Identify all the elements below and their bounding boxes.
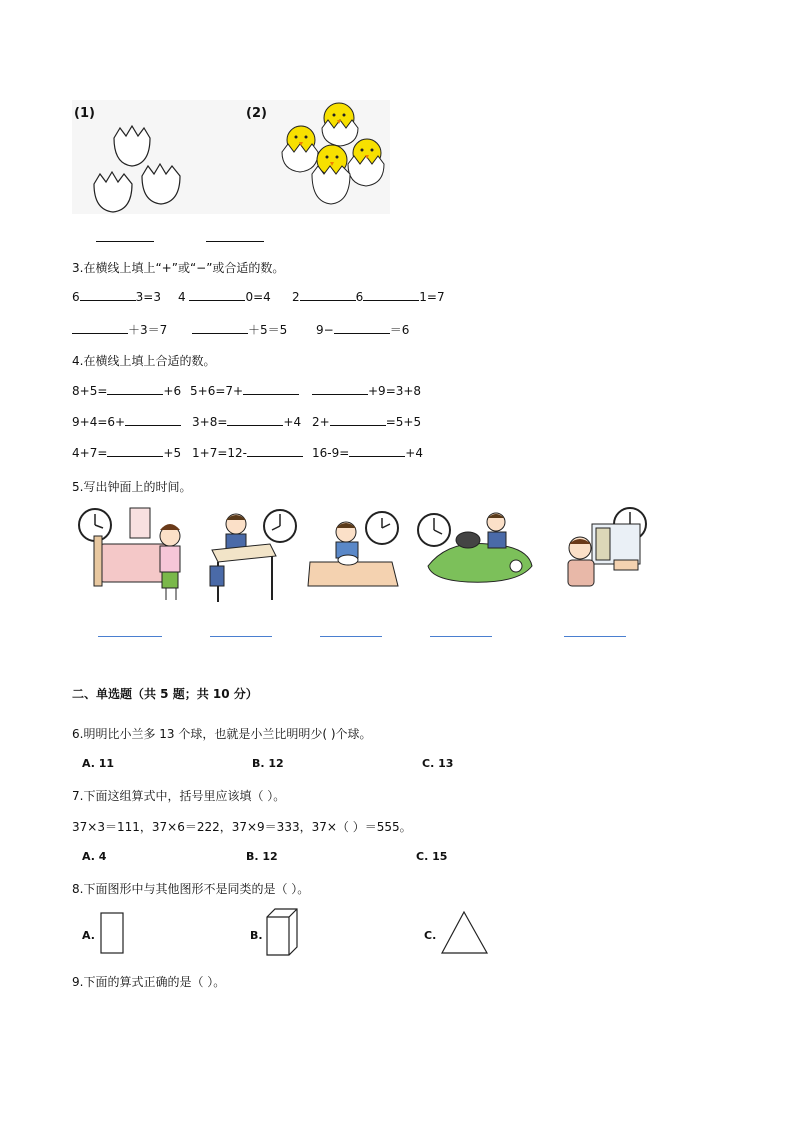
q4-text: 16-9= xyxy=(312,446,350,460)
rectangle-shape-icon xyxy=(100,912,126,956)
q3-row1-a xyxy=(72,290,161,304)
q3-text: 4 xyxy=(178,290,186,304)
eggshells-illustration xyxy=(92,126,192,216)
q4-r1-a xyxy=(72,384,181,398)
q6-option-b[interactable]: B. 12 xyxy=(252,757,284,770)
triangle-shape-icon xyxy=(440,910,490,956)
q4-text: 2+ xyxy=(312,415,330,429)
clock-scene-4 xyxy=(418,510,536,584)
q7-option-a[interactable]: A. 4 xyxy=(82,850,107,863)
q4-blank[interactable] xyxy=(243,384,299,395)
q4-blank[interactable] xyxy=(125,415,181,426)
cuboid-shape-icon xyxy=(266,908,300,958)
q8-option-b[interactable]: B. xyxy=(250,929,263,942)
q3-text: 1=7 xyxy=(419,290,445,304)
q4-text: +9=3+8 xyxy=(368,384,422,398)
q3-row2-a xyxy=(72,321,167,338)
q3-blank[interactable] xyxy=(72,323,128,334)
q8-option-c[interactable]: C. xyxy=(424,929,437,942)
q6-option-c[interactable]: C. 13 xyxy=(422,757,454,770)
time-answer-line[interactable] xyxy=(430,636,492,637)
q3-text: 0=4 xyxy=(245,290,271,304)
q4-text: 4+7= xyxy=(72,446,108,460)
q3-text: ＋5＝5 xyxy=(248,323,288,337)
q7-option-b[interactable]: B. 12 xyxy=(246,850,278,863)
figure-label-2: (2) xyxy=(246,106,267,121)
q3-text: 9− xyxy=(316,323,334,337)
q3-text: ＋3＝7 xyxy=(128,323,168,337)
q4-r3-a xyxy=(72,446,181,460)
q3-text: ＝6 xyxy=(389,323,410,337)
q5-title: 5.写出钟面上的时间。 xyxy=(72,480,192,494)
q3-text: 6 xyxy=(72,290,80,304)
time-answer-line[interactable] xyxy=(210,636,272,637)
q4-blank[interactable] xyxy=(349,446,405,457)
q3-text: 6 xyxy=(355,290,364,304)
clock-scene-2 xyxy=(206,506,302,606)
q3-blank[interactable] xyxy=(189,290,245,301)
q4-blank[interactable] xyxy=(107,446,163,457)
q4-r2-a xyxy=(72,415,181,429)
q4-r1-c xyxy=(312,384,421,398)
time-answer-line[interactable] xyxy=(98,636,162,637)
q3-blank[interactable] xyxy=(363,290,419,301)
q3-blank[interactable] xyxy=(300,290,356,301)
q3-blank[interactable] xyxy=(80,290,136,301)
answer-line-2[interactable] xyxy=(206,241,264,242)
q3-row1-b xyxy=(178,290,271,304)
q4-text: +5 xyxy=(163,446,182,460)
q4-blank[interactable] xyxy=(247,446,303,457)
q3-row2-c xyxy=(316,321,409,338)
q7-option-c[interactable]: C. 15 xyxy=(416,850,448,863)
figure-label-1: (1) xyxy=(74,106,95,121)
q4-text: 9+4=6+ xyxy=(72,415,126,429)
q4-blank[interactable] xyxy=(330,415,386,426)
q3-title: 3.在横线上填上“+”或“−”或合适的数。 xyxy=(72,261,285,275)
answer-line-1[interactable] xyxy=(96,241,154,242)
time-answer-line[interactable] xyxy=(564,636,626,637)
chicks-illustration xyxy=(276,98,396,210)
section-heading: 二、单选题（共 5 题；共 10 分） xyxy=(72,687,258,701)
q6-text: 6.明明比小兰多 13 个球，也就是小兰比明明少( )个球。 xyxy=(72,727,372,741)
q4-text: +6 xyxy=(163,384,182,398)
q4-blank[interactable] xyxy=(227,415,283,426)
q7-text: 7.下面这组算式中，括号里应该填（ ）。 xyxy=(72,789,286,803)
time-answer-line[interactable] xyxy=(320,636,382,637)
q4-r2-c xyxy=(312,415,421,429)
q6-option-a[interactable]: A. 11 xyxy=(82,757,115,770)
q7-equation: 37×3＝111，37×6＝222，37×9＝333，37×（ ）＝555。 xyxy=(72,820,412,834)
q3-row1-c xyxy=(292,290,445,304)
clock-scene-1 xyxy=(78,506,188,606)
q8-option-a[interactable]: A. xyxy=(82,929,95,942)
q4-r1-b xyxy=(190,384,299,398)
q3-blank[interactable] xyxy=(334,323,390,334)
q4-text: 1+7=12- xyxy=(192,446,247,460)
q4-blank[interactable] xyxy=(312,384,368,395)
q4-r3-c xyxy=(312,446,423,460)
q4-text: 3+8= xyxy=(192,415,228,429)
q8-text: 8.下面图形中与其他图形不是同类的是（ ）。 xyxy=(72,882,310,896)
q4-text: +4 xyxy=(405,446,423,460)
q4-text: +4 xyxy=(283,415,302,429)
clock-scene-3 xyxy=(308,508,404,590)
q4-r2-b xyxy=(192,415,301,429)
q4-text: 8+5= xyxy=(72,384,108,398)
q9-text: 9.下面的算式正确的是（ ）。 xyxy=(72,975,226,989)
q4-text: 5+6=7+ xyxy=(190,384,244,398)
q3-blank[interactable] xyxy=(192,323,248,334)
q4-blank[interactable] xyxy=(107,384,163,395)
clock-scene-5 xyxy=(562,506,648,592)
q3-text: 2 xyxy=(292,290,300,304)
q4-text: =5+5 xyxy=(385,415,422,429)
q4-title: 4.在横线上填上合适的数。 xyxy=(72,354,216,368)
q3-row2-b xyxy=(192,321,287,338)
q3-text: 3=3 xyxy=(135,290,161,304)
q4-r3-b xyxy=(192,446,303,460)
